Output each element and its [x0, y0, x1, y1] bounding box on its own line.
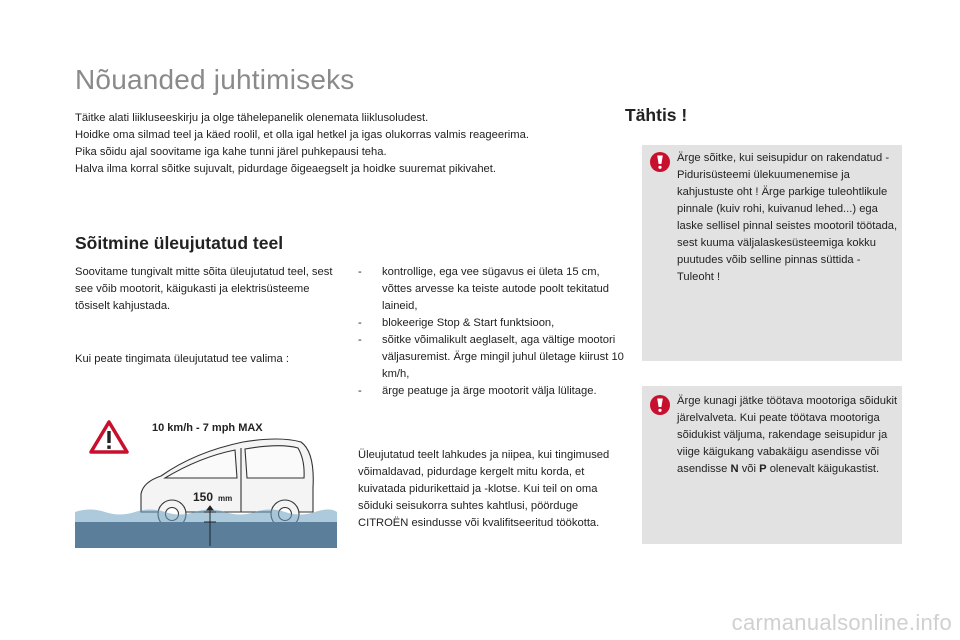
- gear-p-label: P: [759, 463, 767, 475]
- speed-limit-label: 10 km/h - 7 mph MAX: [152, 422, 263, 434]
- intro-text: [75, 110, 615, 178]
- list-item: [358, 332, 628, 383]
- gear-n-label: N: [730, 463, 739, 475]
- site-watermark: carmanualsonline.info: [731, 610, 952, 635]
- section-paragraph: Kui peate tingimata üleujutatud tee valima :: [75, 353, 289, 365]
- list-item-text: blokeerige Stop & Start funktsioon,: [382, 317, 555, 329]
- important-heading: Tähtis !: [625, 105, 688, 125]
- warning-box-unattended: [642, 386, 902, 544]
- list-item-text: sõitke võimalikult aeglaselt, aga vältige mootori väljasuremist. Ärge mingil juhul ületage kiirust 10 km/h,: [382, 334, 624, 380]
- list-item: [358, 264, 628, 315]
- exclamation-circle-icon: [649, 151, 671, 173]
- bullet-marker: -: [358, 334, 362, 346]
- bullet-marker: -: [358, 385, 362, 397]
- after-flood-note: Üleujutatud teelt lahkudes ja niipea, kui tingimused võimaldavad, pidurdage kergelt mitu korda, et kuivatada pidurikettaid ja -klotse. Kui teil on oma sõiduki seisukorra suhtes kahtlusi, pöörduge CITROËN esindusse või kvalifitseeritud töökotta.: [358, 449, 610, 529]
- depth-value: 150: [193, 490, 214, 504]
- intro-line: Hoidke oma silmad teel ja käed roolil, et olla igal hetkel ja igas olukorras valmis reageerima.: [75, 129, 529, 141]
- bullet-marker: -: [358, 317, 362, 329]
- water-surface: [75, 510, 337, 549]
- depth-unit: mm: [218, 494, 233, 503]
- bullet-marker: -: [358, 266, 362, 278]
- precaution-list: [358, 264, 628, 400]
- list-item: [358, 383, 628, 400]
- page-title: Nõuanded juhtimiseks: [75, 64, 355, 95]
- exclamation-circle-icon: [649, 394, 671, 416]
- intro-line: Halva ilma korral sõitke sujuvalt, pidurdage õigeaegselt ja hoidke suuremat pikivahet.: [75, 163, 497, 175]
- section-paragraph: Soovitame tungivalt mitte sõita üleujutatud teel, sest see võib mootorit, käigukasti ja elektrisüsteeme tõsiselt kahjustada.: [75, 266, 333, 312]
- warning-text: Ärge sõitke, kui seisupidur on rakendatud - Pidurisüsteemi ülekuumenemise ja kahjustuste oht ! Ärge parkige tuleohtlikule pinnale (kuiv rohi, kuivanud lehed...) ega laske sellisel pinnal seistes mootoril töötada, sest kuuma väljalaskesüsteemiga kokku puutudes võib selline pinnas süttida - Tuleoht !: [677, 152, 898, 283]
- intro-line: Täitke alati liikluseeskirju ja olge tähelepanelik olenemata liiklusoludest.: [75, 112, 429, 124]
- warning-text-part: või: [738, 463, 760, 475]
- intro-line: Pika sõidu ajal soovitame iga kahe tunni järel puhkepausi teha.: [75, 146, 387, 158]
- list-item-text: kontrollige, ega vee sügavus ei ületa 15 cm, võttes arvesse ka teiste autode poolt tekitatud laineid,: [382, 266, 609, 312]
- section-left-column: [75, 264, 345, 368]
- list-item-text: ärge peatuge ja ärge mootorit välja lülitage.: [382, 385, 597, 397]
- warning-box-parking-brake: [642, 145, 902, 361]
- warning-text: [677, 393, 898, 478]
- section-heading: Sõitmine üleujutatud teel: [75, 233, 284, 253]
- warning-text-part: Ärge kunagi jätke töötava mootoriga sõidukit järelvalveta. Kui peate töötava mootoriga sõidukist väljuma, rakendage seisupidur ja viige käigukang vabakäigu asendisse või asendisse: [677, 395, 898, 475]
- warning-text-part: olenevalt käigukastist.: [766, 463, 880, 475]
- list-item: [358, 315, 628, 332]
- flooded-road-illustration: [75, 408, 337, 548]
